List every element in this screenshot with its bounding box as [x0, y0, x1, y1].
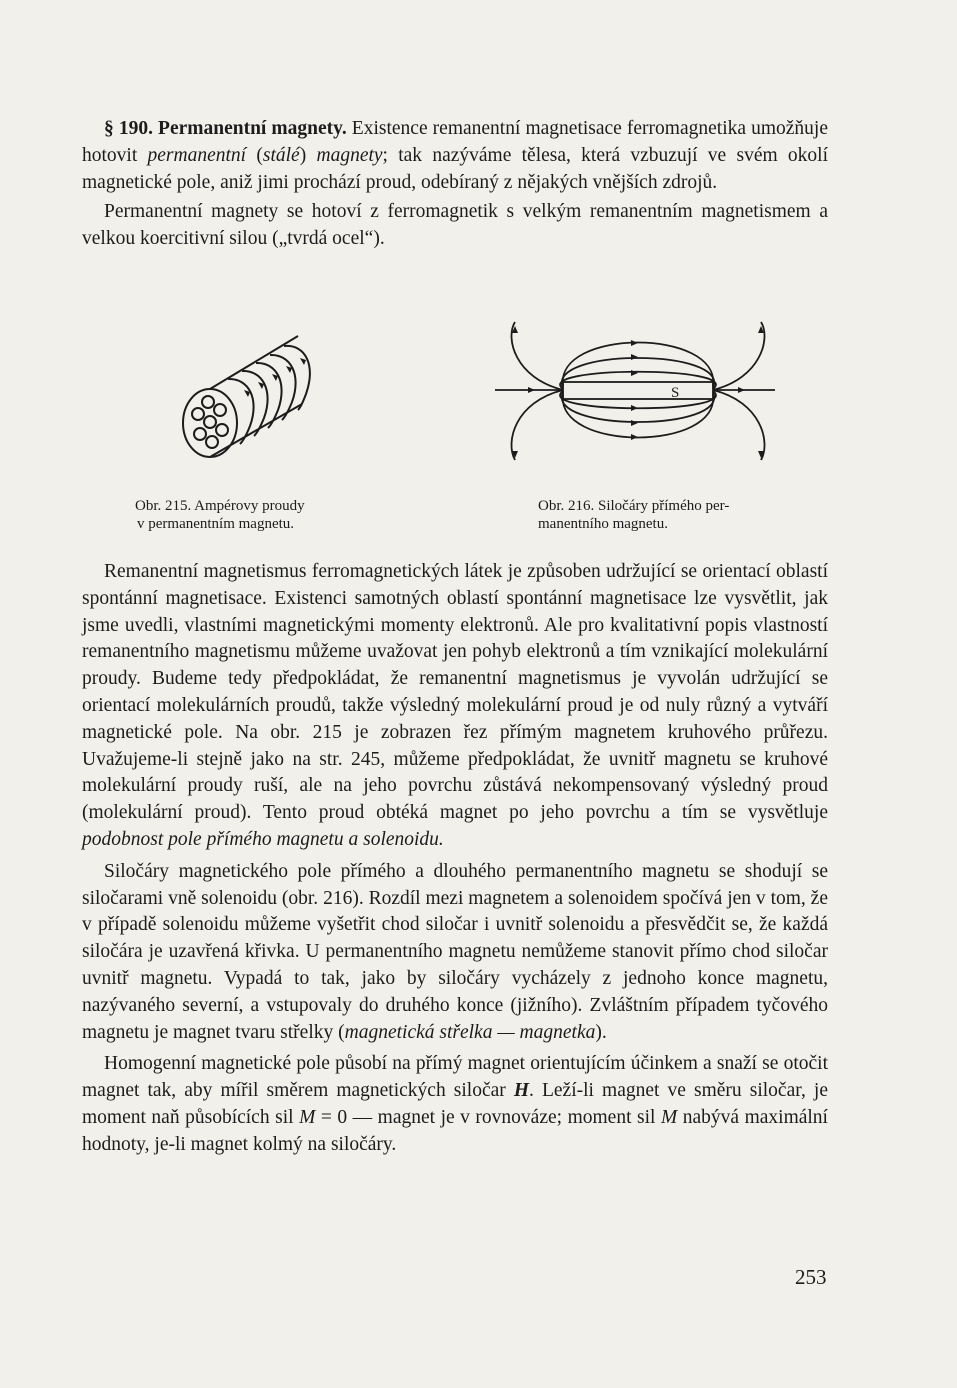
caption-line: manentního magnetu.	[538, 516, 668, 532]
caption-line: v permanentním magnetu.	[137, 516, 295, 532]
paragraph-3	[82, 559, 828, 854]
arrow-icon	[631, 340, 638, 346]
paragraph-2: Permanentní magnety se hotoví z ferromagnetik s velkým remanentním magnetismem a velkou koercitivní silou („tvrdá ocel“).	[82, 201, 828, 250]
emphasis: magnety	[316, 144, 383, 166]
figure-215	[170, 318, 340, 478]
caption-line: Obr. 215. Ampérovy proudy	[135, 498, 305, 514]
field-line	[713, 390, 765, 460]
molecular-current	[216, 424, 228, 436]
text-run: ; tak nazýváme tělesa, která vzbuzují ve svém okolí magnetické pole, aniž jimi prochází proud, odebíraný z nějakých vnějších zdrojů.	[82, 144, 828, 193]
paragraph-4	[82, 859, 828, 1047]
page-number: 253	[795, 1265, 827, 1289]
arrow-icon	[738, 387, 745, 393]
caption-line: Obr. 216. Siločáry přímého per-	[538, 498, 730, 514]
molecular-current	[204, 416, 216, 428]
arrow-icon	[631, 434, 638, 440]
text-run: Existence remanentní magnetisace ferromagnetika umožňuje hotovit	[82, 118, 828, 166]
section-number: 190.	[118, 118, 153, 139]
arrow-icon	[528, 387, 535, 393]
moment-symbol: M	[299, 1106, 316, 1128]
arrow-icon	[631, 405, 638, 411]
magnet-pole-label: S	[671, 385, 680, 401]
figure-216	[495, 318, 775, 478]
field-line	[511, 390, 563, 460]
field-line	[560, 372, 716, 389]
figure-215-caption	[135, 497, 305, 533]
text-run: = 0 — magnet je v rovnováze; moment sil	[315, 1106, 661, 1128]
molecular-current	[192, 408, 204, 420]
molecular-current	[214, 404, 226, 416]
current-loop	[284, 346, 310, 410]
text-run: Homogenní magnetické pole působí na přímý magnet orientujícím účinkem a snaží se otočit magnet tak, aby mířil směrem magnetických siločar	[82, 1053, 828, 1102]
section-symbol: §	[104, 118, 114, 139]
text-run: . Leží-li magnet ve směru siločar, je moment naň působících sil	[82, 1080, 828, 1128]
magnet-top-edge	[210, 336, 298, 389]
arrow-icon	[631, 420, 638, 426]
figure-216-caption	[538, 497, 729, 533]
text-run: )	[299, 144, 317, 166]
paragraph-5	[82, 1051, 828, 1158]
text-run: Siločáry magnetického pole přímého a dlouhého permanentního magnetu se shodují se siločarami vně solenoidu (obr. 216). Rozdíl mezi magnetem a solenoidem spočívá jen v tom, že v případě solenoidu můžeme vyšetřit chod siločar i uvnitř solenoidu a přesvědčit se, že každá siločára je uzavřená křivka. U permanentního magnetu nemůžeme stanovit přímo chod siločar uvnitř magnetu. Vypadá to tak, jako by siločáry vycházely z jednoho konce magnetu, nazývaného severní, a vstupovaly do druhého konce (jižního). Zvláštním případem tyčového magnetu je magnet tvaru střelky (	[82, 860, 828, 1043]
emphasis: magnetická střelka — magnetka	[344, 1021, 596, 1043]
field-line	[713, 322, 765, 390]
text-run: ).	[595, 1021, 607, 1043]
text-run: (	[246, 144, 263, 166]
body-text	[82, 559, 828, 1159]
section-title: Permanentní magnety.	[158, 118, 347, 139]
field-line	[511, 322, 563, 390]
arrow-icon	[300, 358, 306, 365]
emphasis: podobnost pole přímého magnetu a solenoidu.	[82, 828, 444, 850]
intro-text	[82, 116, 828, 253]
molecular-current	[202, 396, 214, 408]
field-line	[562, 392, 714, 422]
bar-magnet	[563, 382, 713, 399]
text-run: nabývá maximální hodnoty, je-li magnet kolmý na siločáry.	[82, 1106, 828, 1155]
moment-symbol: M	[660, 1106, 678, 1128]
text-run: Remanentní magnetismus ferromagnetických látek je způsoben udržující se orientací oblastí spontánní magnetisace. Existenci samotných oblastí spontánní magnetisace lze vysvětlit, jak jsme uvedli, vlastními magnetickými momenty elektronů. Ale pro kvalitativní popis vlastností remanentního magnetismu můžeme uvažovat jen pohyb elektronů a tím vznikající molekulární proudy. Budeme tedy předpokládat, že remanentní magnetismus je vyvolán udržující se orientací molekulárních proudů, takže výsledný molekulární proud je od nuly různý a vytváří magnetické pole. Na obr. 215 je zobrazen řez přímým magnetem kruhového průřezu. Uvažujeme-li stejně jako na str. 245, můžeme předpokládat, že uvnitř magnetu se kruhové molekulární proudy ruší, ale na jeho povrchu zůstává nekompensovaný výsledný proud (molekulární proud). Tento proud obtéká magnet po jeho povrchu a tím se vysvětluje	[82, 561, 828, 824]
field-symbol: H	[513, 1080, 530, 1102]
emphasis: permanentní	[147, 144, 247, 166]
molecular-current	[194, 428, 206, 440]
arrow-icon	[631, 354, 638, 360]
emphasis: stálé	[262, 144, 300, 166]
molecular-current	[206, 436, 218, 448]
paragraph-1	[82, 116, 828, 196]
